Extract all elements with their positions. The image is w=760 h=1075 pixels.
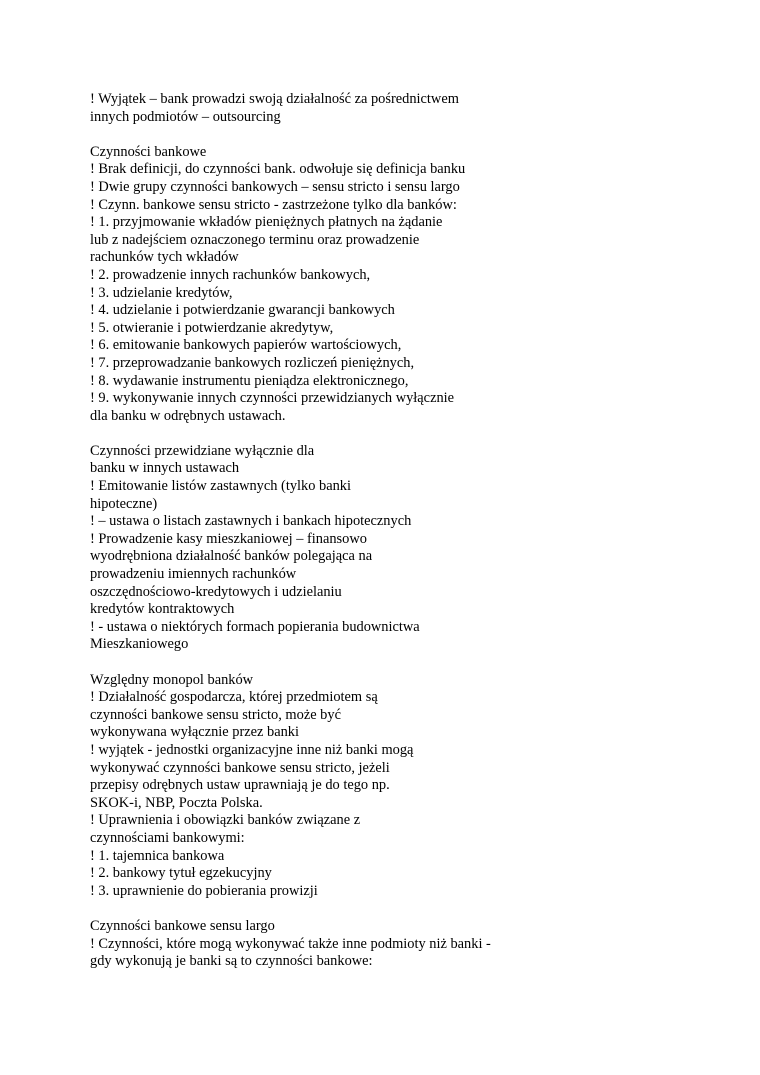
- paragraph-gap: [90, 425, 730, 443]
- text-line: ! 9. wykonywanie innych czynności przewidzianych wyłącznie: [90, 390, 455, 407]
- text-line: ! 3. udzielanie kredytów,: [90, 284, 233, 301]
- text-line: przepisy odrębnych ustaw uprawniają je do tego np.: [90, 777, 390, 794]
- text-line: gdy wykonują je banki są to czynności bankowe:: [90, 953, 373, 970]
- text-line: ! 3. uprawnienie do pobierania prowizji: [90, 882, 318, 899]
- text-line: ! Emitowanie listów zastawnych (tylko banki: [90, 478, 351, 495]
- text-line: dla banku w odrębnych ustawach.: [90, 407, 286, 424]
- text-line: wykonywać czynności bankowe sensu stricto, jeżeli: [90, 759, 390, 776]
- text-line: banku w innych ustawach: [90, 460, 240, 477]
- text-line: ! 6. emitowanie bankowych papierów wartościowych,: [90, 337, 402, 354]
- text-line: wyodrębniona działalność banków polegająca na: [90, 548, 373, 565]
- text-line: Czynności bankowe sensu largo: [90, 917, 275, 934]
- paragraph-gap: [90, 126, 730, 144]
- document-page: [90, 91, 730, 971]
- text-line: ! 2. prowadzenie innych rachunków bankowych,: [90, 266, 371, 283]
- text-line: lub z nadejściem oznaczonego terminu oraz prowadzenie: [90, 231, 420, 248]
- text-line: ! Czynn. bankowe sensu stricto - zastrzeżone tylko dla banków:: [90, 196, 457, 213]
- text-line: Czynności bankowe: [90, 143, 207, 160]
- text-line: oszczędnościowo-kredytowych i udzielaniu: [90, 583, 342, 600]
- text-line: rachunków tych wkładów: [90, 249, 239, 266]
- text-line: ! 1. przyjmowanie wkładów pieniężnych płatnych na żądanie: [90, 214, 443, 231]
- text-line: ! 4. udzielanie i potwierdzanie gwarancji bankowych: [90, 302, 395, 319]
- text-line: hipoteczne): [90, 495, 158, 512]
- text-line: ! Czynności, które mogą wykonywać także inne podmioty niż banki -: [90, 935, 491, 952]
- text-line: czynnościami bankowymi:: [90, 829, 245, 846]
- text-line: ! 8. wydawanie instrumentu pieniądza elektronicznego,: [90, 372, 409, 389]
- text-line: ! Uprawnienia i obowiązki banków związane z: [90, 812, 361, 829]
- text-line: ! Brak definicji, do czynności bank. odwołuje się definicja banku: [90, 161, 466, 178]
- text-line: Względny monopol banków: [90, 671, 254, 688]
- text-line: Mieszkaniowego: [90, 636, 189, 653]
- text-line: ! wyjątek - jednostki organizacyjne inne niż banki mogą: [90, 741, 414, 758]
- text-line: prowadzeniu imiennych rachunków: [90, 566, 297, 583]
- text-line: ! Wyjątek – bank prowadzi swoją działalność za pośrednictwem: [90, 91, 459, 107]
- text-line: ! 5. otwieranie i potwierdzanie akredytyw,: [90, 319, 334, 336]
- text-line: innych podmiotów – outsourcing: [90, 108, 281, 125]
- text-line: SKOK-i, NBP, Poczta Polska.: [90, 794, 263, 811]
- text-line: ! - ustawa o niektórych formach popierania budownictwa: [90, 618, 420, 635]
- text-line: wykonywana wyłącznie przez banki: [90, 724, 299, 741]
- text-line: ! 2. bankowy tytuł egzekucyjny: [90, 865, 272, 882]
- text-line: kredytów kontraktowych: [90, 601, 235, 618]
- text-line: ! Działalność gospodarcza, której przedmiotem są: [90, 689, 378, 706]
- text-line: Czynności przewidziane wyłącznie dla: [90, 442, 315, 459]
- text-line: ! – ustawa o listach zastawnych i bankach hipotecznych: [90, 513, 412, 530]
- text-line: ! Prowadzenie kasy mieszkaniowej – finansowo: [90, 530, 367, 547]
- text-line: ! 7. przeprowadzanie bankowych rozliczeń pieniężnych,: [90, 354, 415, 371]
- paragraph-gap: [90, 900, 730, 918]
- text-line: ! 1. tajemnica bankowa: [90, 847, 225, 864]
- paragraph-gap: [90, 654, 730, 672]
- text-line: czynności bankowe sensu stricto, może być: [90, 706, 341, 723]
- text-line: ! Dwie grupy czynności bankowych – sensu stricto i sensu largo: [90, 178, 460, 195]
